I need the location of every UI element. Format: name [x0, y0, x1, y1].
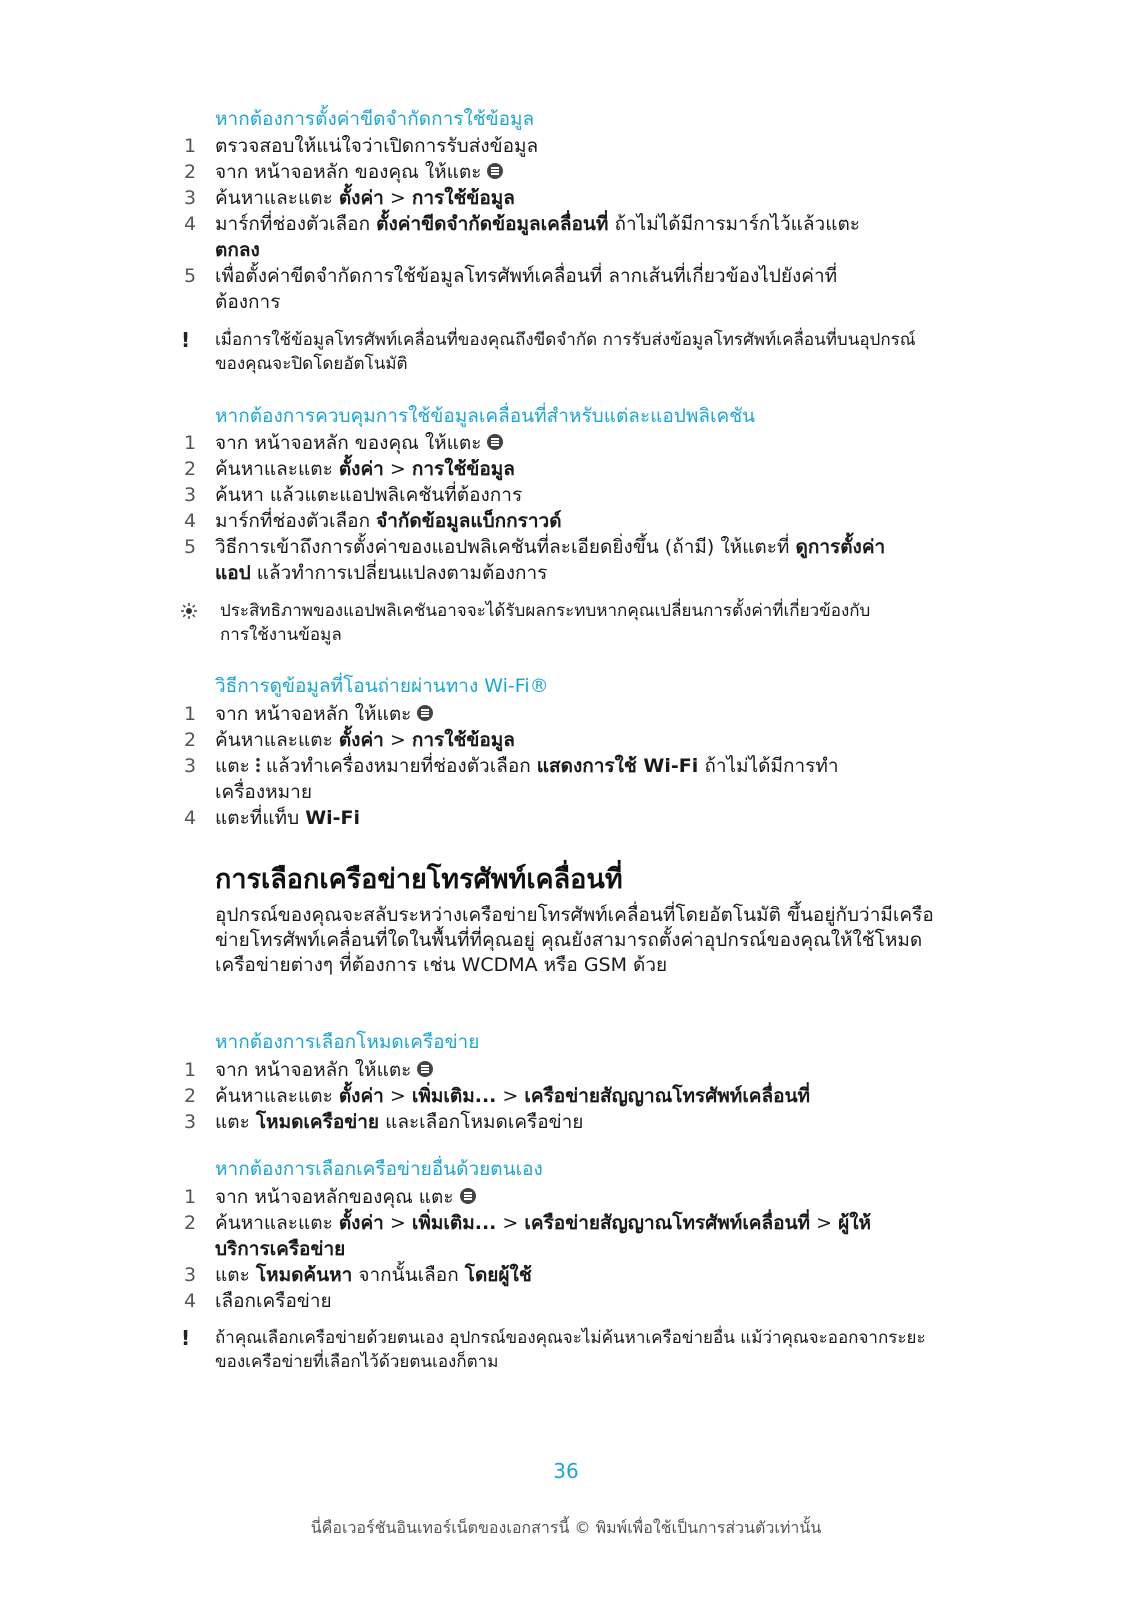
exclamation-icon: !: [181, 328, 191, 352]
step: 1 จาก หน้าจอหลัก ให้แตะ: [0, 701, 1132, 727]
step: 4 มาร์กที่ช่องตัวเลือก ตั้งค่าขีดจำกัดข้อมูลเคลื่อนที่ ถ้าไม่ได้มีการมาร์กไว้แล้วแตะ ตกลง: [184, 213, 861, 261]
tip-note: ประสิทธิภาพของแอปพลิเคชันอาจจะได้รับผลกระทบหากคุณเปลี่ยนการตั้งค่าที่เกี่ยวข้องกับการใช้งานข้อมูล: [0, 599, 1132, 647]
step: 1 ตรวจสอบให้แน่ใจว่าเปิดการรับส่งข้อมูล: [184, 135, 539, 157]
step: 2 ค้นหาและแตะ ตั้งค่า > การใช้ข้อมูล: [184, 729, 515, 751]
step: 2 ค้นหาและแตะ ตั้งค่า > เพิ่มเติม... > เครือข่ายสัญญาณโทรศัพท์เคลื่อนที่: [184, 1085, 811, 1107]
steps-wifi-data: [0, 701, 1132, 831]
step: 2 จาก หน้าจอหลัก ของคุณ ให้แตะ: [0, 159, 1132, 185]
step: 4 แตะที่แท็บ Wi-Fi: [184, 807, 361, 829]
subheading-network-mode: หากต้องการเลือกโหมดเครือข่าย: [215, 1031, 480, 1053]
more-options-icon: [256, 757, 260, 773]
step: 5 วิธีการเข้าถึงการตั้งค่าของแอปพลิเคชันที่ละเอียดยิ่งขึ้น (ถ้ามี) ให้แตะที่ ดูการตั้งค่าแอป แล้วทำการเปลี่ยนแปลงตามต้องการ: [184, 536, 886, 584]
lightbulb-icon: [181, 603, 197, 619]
step: 3 แตะ โหมดค้นหา จากนั้นเลือก โดยผู้ใช้: [184, 1264, 532, 1286]
step: 3 ค้นหา แล้วแตะแอปพลิเคชันที่ต้องการ: [184, 484, 523, 506]
steps-network-mode: [0, 1057, 1132, 1135]
step: 2 ค้นหาและแตะ ตั้งค่า > การใช้ข้อมูล: [184, 458, 515, 480]
apps-grid-icon: [487, 163, 503, 179]
step: 1 จาก หน้าจอหลัก ให้แตะ: [0, 1057, 1132, 1083]
step: 3 แตะ โหมดเครือข่าย และเลือกโหมดเครือข่าย: [184, 1111, 584, 1133]
warning-note: ! ถ้าคุณเลือกเครือข่ายด้วยตนเอง อุปกรณ์ของคุณจะไม่ค้นหาเครือข่ายอื่น แม้ว่าคุณจะออกจากระยะของเครือข่ายที่เลือกไว้ด้วยตนเองก็ตาม: [181, 1326, 926, 1372]
footer-notice: นี่คือเวอร์ชันอินเทอร์เน็ตของเอกสารนี้ © พิมพ์เพื่อใช้เป็นการส่วนตัวเท่านั้น: [310, 1518, 822, 1537]
apps-grid-icon: [417, 705, 433, 721]
warning-note: ! เมื่อการใช้ข้อมูลโทรศัพท์เคลื่อนที่ของคุณถึงขีดจำกัด การรับส่งข้อมูลโทรศัพท์เคลื่อนที่บนอุปกรณ์ของคุณจะปิดโดยอัตโนมัติ: [181, 328, 916, 374]
steps-data-limit: [0, 133, 1132, 315]
step: 1 จาก หน้าจอหลัก ของคุณ ให้แตะ: [0, 430, 1132, 456]
apps-grid-icon: [417, 1061, 433, 1077]
intro-paragraph: อุปกรณ์ของคุณจะสลับระหว่างเครือข่ายโทรศัพท์เคลื่อนที่โดยอัตโนมัติ ขึ้นอยู่กับว่ามีเครือข่ายโทรศัพท์เคลื่อนที่ใดในพื้นที่ที่คุณอยู่ คุณยังสามารถตั้งค่าอุปกรณ์ของคุณให้ใช้โหมดเครือข่ายต่างๆ ที่ต้องการ เช่น WCDMA หรือ GSM ด้วย: [215, 904, 934, 976]
step: 3 แตะ แล้วทำเครื่องหมายที่ช่องตัวเลือก แสดงการใช้ Wi-Fi ถ้าไม่ได้มีการทำเครื่องหมาย: [184, 755, 839, 803]
subheading-wifi-data: วิธีการดูข้อมูลที่โอนถ่ายผ่านทาง Wi-Fi®: [215, 675, 549, 697]
page-title: การเลือกเครือข่ายโทรศัพท์เคลื่อนที่: [215, 864, 623, 895]
step: 4 เลือกเครือข่าย: [184, 1290, 332, 1312]
steps-app-data: [0, 430, 1132, 586]
step: 4 มาร์กที่ช่องตัวเลือก จำกัดข้อมูลแบ็กกราวด์: [184, 510, 562, 532]
step: 2 ค้นหาและแตะ ตั้งค่า > เพิ่มเติม... > เครือข่ายสัญญาณโทรศัพท์เคลื่อนที่ > ผู้ให้บริการเครือข่าย: [184, 1212, 872, 1260]
exclamation-icon: !: [181, 1326, 191, 1350]
step: 3 ค้นหาและแตะ ตั้งค่า > การใช้ข้อมูล: [184, 187, 515, 209]
apps-grid-icon: [460, 1188, 476, 1204]
steps-manual-network: [0, 1184, 1132, 1314]
subheading-manual-network: หากต้องการเลือกเครือข่ายอื่นด้วยตนเอง: [215, 1158, 543, 1180]
step: 5 เพื่อตั้งค่าขีดจำกัดการใช้ข้อมูลโทรศัพท์เคลื่อนที่ ลากเส้นที่เกี่ยวข้องไปยังค่าที่ต้องการ: [184, 265, 838, 313]
subheading-data-limit: หากต้องการตั้งค่าขีดจำกัดการใช้ข้อมูล: [215, 108, 535, 130]
apps-grid-icon: [487, 434, 503, 450]
page-number: 36: [553, 1459, 579, 1483]
subheading-app-data: หากต้องการควบคุมการใช้ข้อมูลเคลื่อนที่สำหรับแต่ละแอปพลิเคชัน: [215, 405, 756, 427]
step: 1 จาก หน้าจอหลักของคุณ แตะ: [0, 1184, 1132, 1210]
